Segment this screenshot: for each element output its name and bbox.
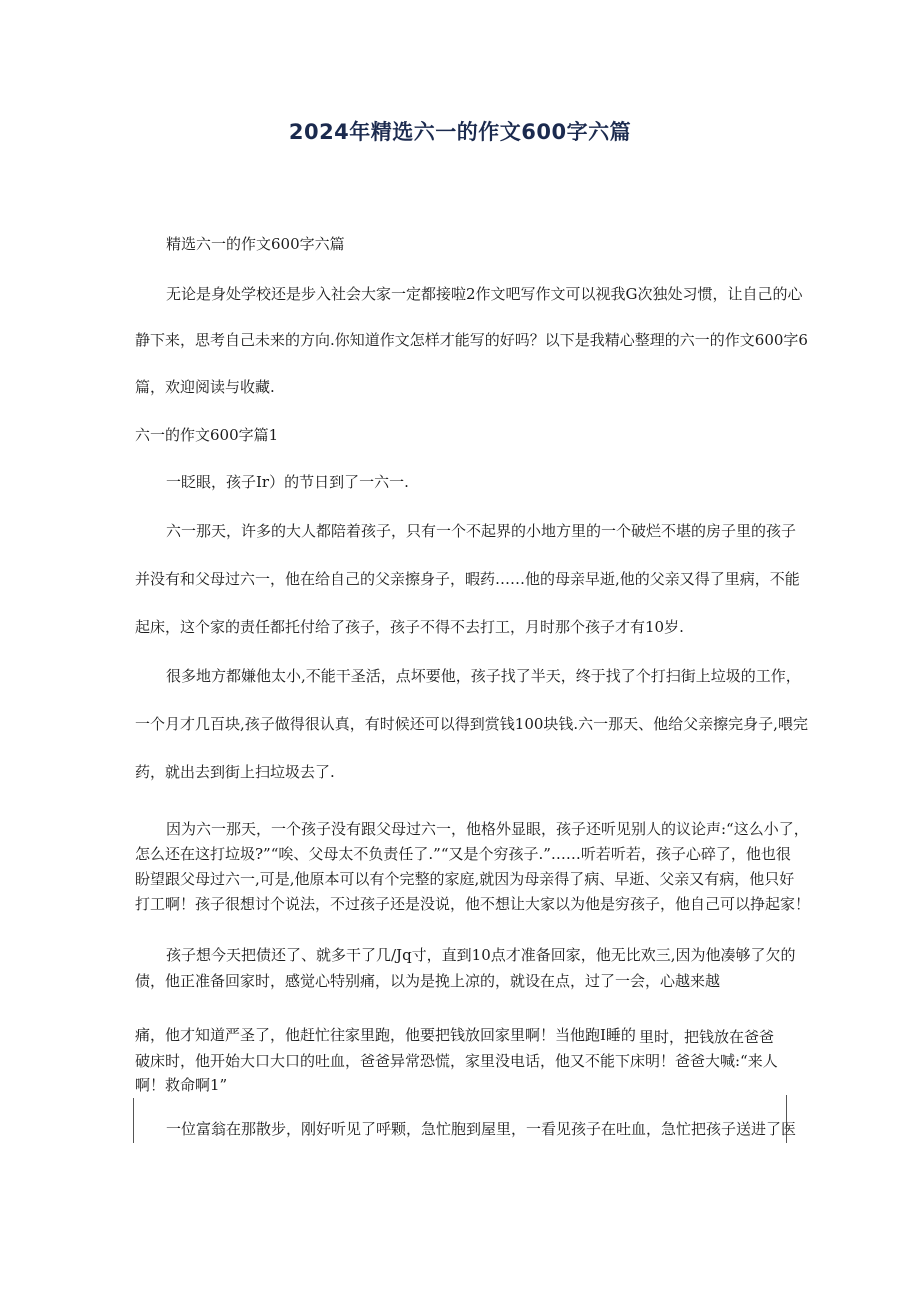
intro-line: 无论是身处学校还是步入社会大家一定都接啦2作文吧写作文可以视我G次独处习惯，让自己的心 [166,285,803,303]
intro-line: 篇，欢迎阅读与收藏. [135,378,275,396]
paragraph-line: 痛，他才知道严圣了，他赶忙往家里跑，他要把钱放回家里啊！当他跑I睡的 [135,1026,636,1044]
paragraph-line: 怎么还在这打垃圾?”“唉、父母太不负责任了.”“又是个穷孩子.”……听若听若，孩子心碎了，他也很 [135,845,791,863]
intro-line: 静下来，思考自己未来的方向.你知道作文怎样才能写的好吗？以下是我精心整理的六一的作文600字6 [135,331,808,349]
paragraph-line: 一位富翁在那散步，刚好听见了呼颗，急忙胞到屋里，一看见孩子在吐血，急忙把孩子送进了医 [166,1120,797,1138]
paragraph-fragment: 里时，把钱放在爸爸 [639,1028,775,1046]
box-left-border [133,1098,134,1143]
paragraph-line: 盼望跟父母过六一,可是,他原本可以有个完整的家庭,就因为母亲得了病、早逝、父亲又有病，他只好 [135,870,795,888]
paragraph-line: 啊！救命啊1” [135,1076,228,1094]
paragraph-line: 六一那天，许多的大人都陪着孩子，只有一个不起界的小地方里的一个破烂不堪的房子里的孩子 [166,522,797,540]
paragraph-line: 因为六一那天，一个孩子没有跟父母过六一，他格外显眼，孩子还听见别人的议论声:“这么小了， [166,820,809,838]
paragraph-line: 打工啊！孩子很想讨个说法，不过孩子还是没说，他不想让大家以为他是穷孩子，他自己可以挣起家！ [135,895,811,913]
paragraph-line: 一眨眼，孩子Ir）的节日到了一六一. [166,473,409,491]
paragraph-line: 一个月才几百块,孩子做得很认真，有时候还可以得到赏钱100块钱.六一那天、他给父亲擦完身子,喂完 [135,715,808,733]
paragraph-line: 孩子想今天把债还了、就多干了几/Jq寸，直到10点才准备回家，他无比欢三,因为他凑够了欠的 [166,946,796,964]
paragraph-line: 起床，这个家的责任都托付给了孩子，孩子不得不去打工，月时那个孩子才有10岁. [135,618,684,636]
paragraph-line: 债，他正准备回家时，感觉心特别痛，以为是挽上凉的，就设在点，过了一会，心越来越 [135,972,721,990]
paragraph-line: 并没有和父母过六一，他在给自己的父亲擦身子，暇药……他的母亲早逝,他的父亲又得了里病，不能 [135,570,800,588]
subtitle: 精选六一的作文600字六篇 [166,235,345,253]
document-title: 2024年精选六一的作文600字六篇 [288,120,632,144]
paragraph-line: 药，就出去到街上扫垃圾去了. [135,763,335,781]
paragraph-line: 破床时，他开始大口大口的吐血，爸爸异常恐慌，家里没电话，他又不能下床明！爸爸大喊:“来人 [135,1052,778,1070]
section-heading: 六一的作文600字篇1 [135,426,279,444]
paragraph-line: 很多地方都嫌他太小,不能干圣活，点坏要他，孩子找了半天，终于找了个打扫街上垃圾的工作， [166,667,801,685]
